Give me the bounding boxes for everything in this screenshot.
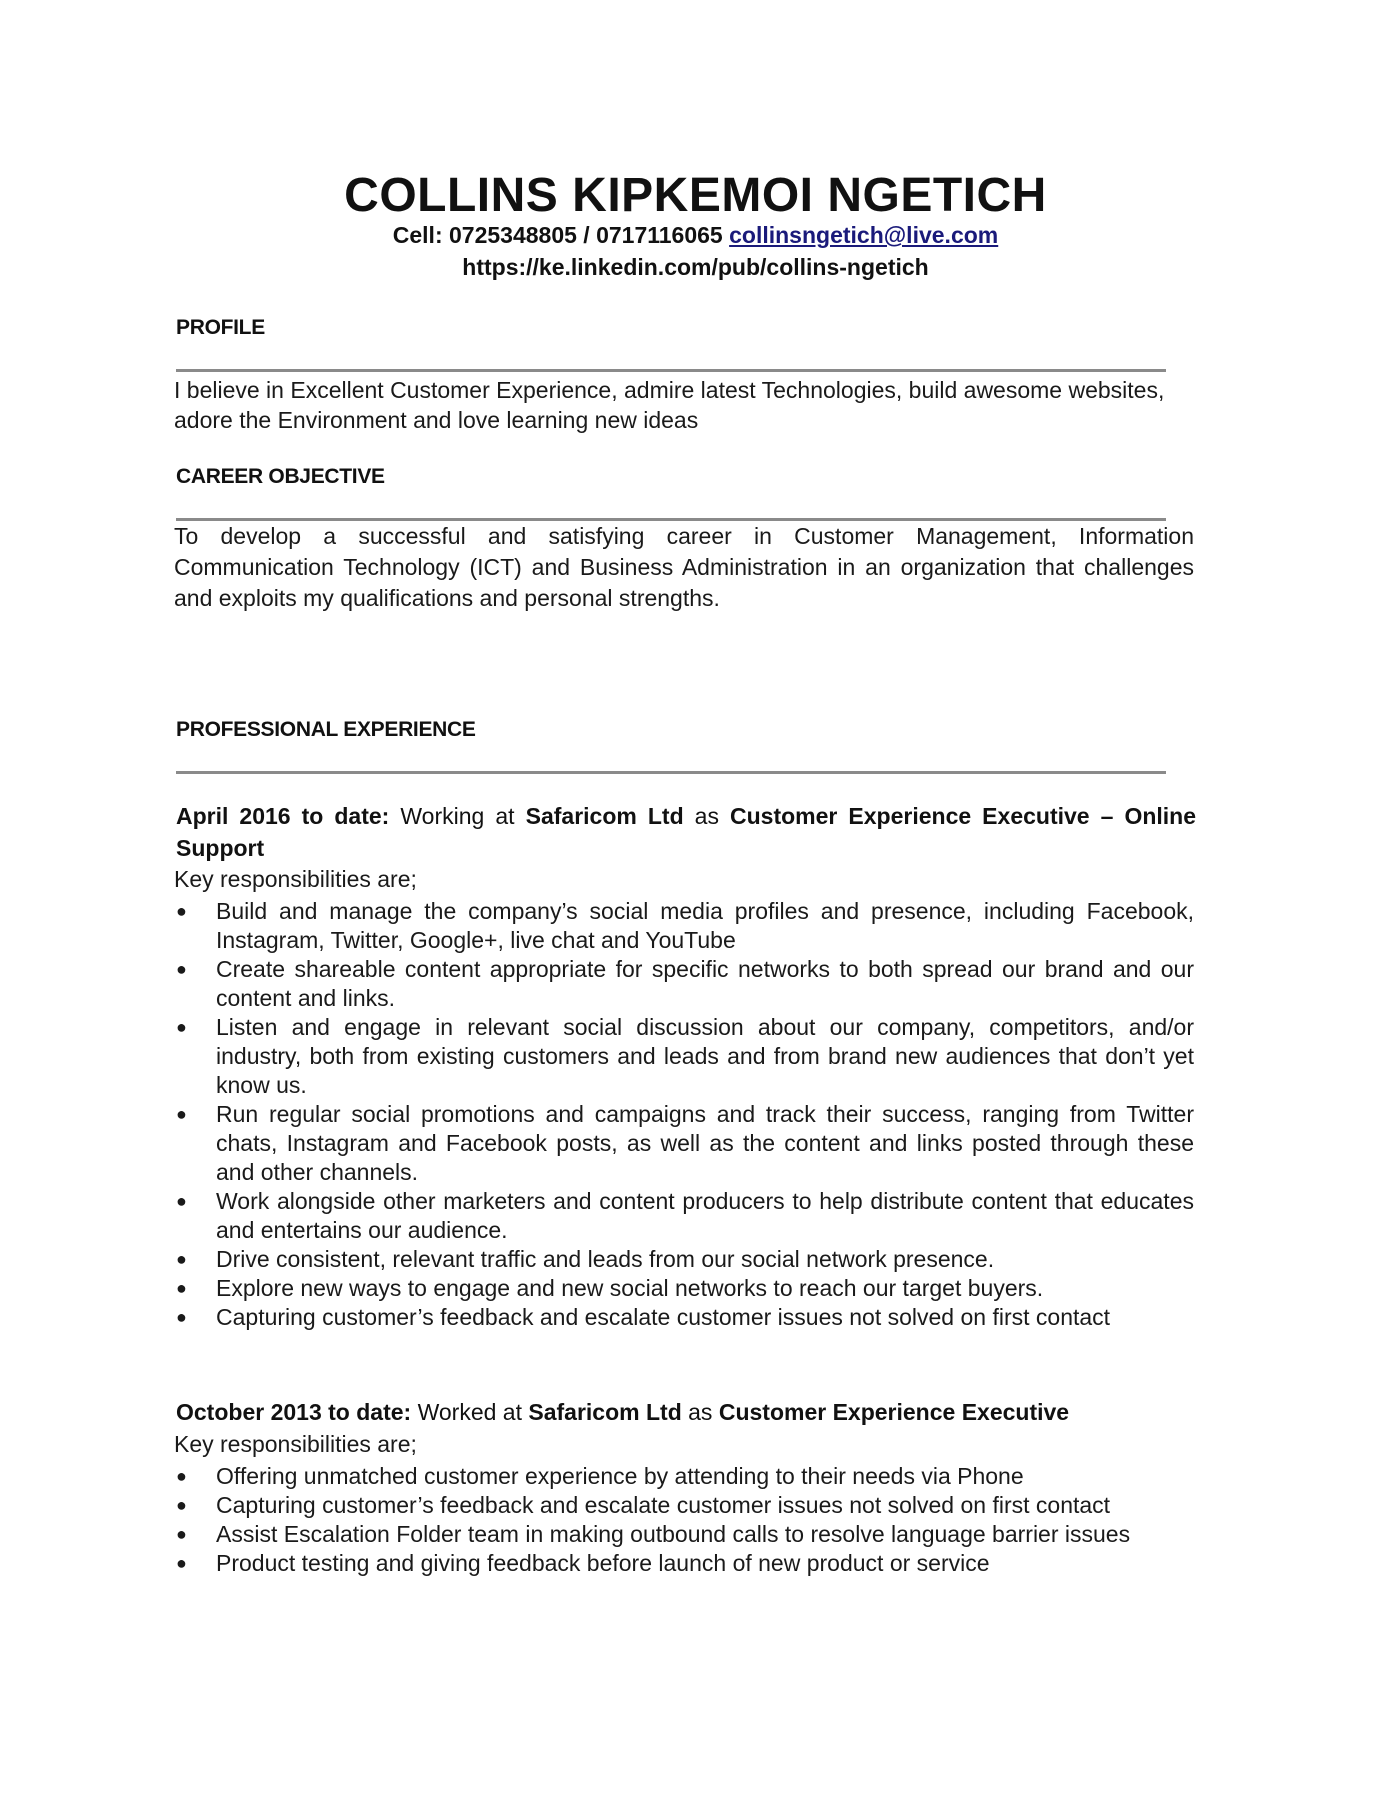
- bullet-icon: ●: [176, 1104, 187, 1124]
- job-bullets-1: [174, 897, 1194, 1332]
- email-link[interactable]: collinsngetich@live.com: [729, 222, 999, 248]
- job-as-2: as: [688, 1399, 713, 1425]
- list-item: ● Offering unmatched customer experience by attending to their needs via Phone: [176, 1463, 1024, 1489]
- job-verb-1: Working at: [400, 803, 515, 829]
- job-role-1: Customer Experience Executive – Online Support: [176, 803, 1197, 861]
- job-bullets-2: [174, 1462, 1194, 1578]
- candidate-name: COLLINS KIPKEMOI NGETICH: [344, 169, 1047, 222]
- job-date-1: April 2016 to date:: [176, 803, 390, 829]
- bullet-icon: ●: [176, 959, 187, 979]
- job-date-2: October 2013 to date:: [176, 1399, 412, 1425]
- bullet-icon: ●: [176, 1191, 187, 1211]
- bullet-icon: ●: [176, 1495, 187, 1515]
- list-item: ● Listen and engage in relevant social discussion about our company, competitors, and/or industry, both from existing customers and leads and from brand new audiences that don’t yet know us.: [176, 1014, 1194, 1098]
- list-item: ● Explore new ways to engage and new social networks to reach our target buyers.: [176, 1275, 1044, 1301]
- list-item: ● Drive consistent, relevant traffic and leads from our social network presence.: [176, 1246, 995, 1272]
- job-company-1: Safaricom Ltd: [525, 803, 684, 829]
- profile-divider: [176, 369, 1166, 372]
- job-title-2: [176, 1396, 1196, 1428]
- bullet-icon: ●: [176, 1307, 187, 1327]
- profile-text: I believe in Excellent Customer Experience, admire latest Technologies, build awesome websites, adore the Environment and love learning new ideas: [174, 377, 1165, 433]
- objective-text: To develop a successful and satisfying career in Customer Management, Information Communication Technology (ICT) and Business Administration in an organization that challenges and exploits my qualifications and personal strengths.: [174, 523, 1194, 611]
- job-company-2: Safaricom Ltd: [528, 1399, 682, 1425]
- profile-heading: PROFILE: [176, 316, 265, 339]
- bullet-icon: ●: [176, 1249, 187, 1269]
- list-item: ● Create shareable content appropriate for specific networks to both spread our brand and our content and links.: [176, 956, 1194, 1011]
- list-item: ● Assist Escalation Folder team in making outbound calls to resolve language barrier issues: [176, 1521, 1131, 1547]
- linkedin-url[interactable]: https://ke.linkedin.com/pub/collins-ngetich: [462, 254, 929, 280]
- bullet-icon: ●: [176, 901, 187, 921]
- bullet-icon: ●: [176, 1278, 187, 1298]
- bullet-icon: ●: [176, 1553, 187, 1573]
- job-role-2: Customer Experience Executive: [718, 1399, 1070, 1425]
- job-verb-2: Worked at: [417, 1399, 522, 1425]
- bullet-icon: ●: [176, 1524, 187, 1544]
- experience-divider: [176, 771, 1166, 774]
- bullet-icon: ●: [176, 1466, 187, 1486]
- list-item: ● Work alongside other marketers and content producers to help distribute content that educates and entertains our audience.: [176, 1188, 1194, 1243]
- list-item: ● Build and manage the company’s social media profiles and presence, including Facebook, Instagram, Twitter, Google+, live chat and YouTube: [176, 898, 1194, 953]
- objective-heading: CAREER OBJECTIVE: [176, 465, 385, 488]
- job-key-label-2: Key responsibilities are;: [174, 1431, 417, 1457]
- job-as-1: as: [694, 803, 719, 829]
- list-item: ● Capturing customer’s feedback and escalate customer issues not solved on first contact: [176, 1492, 1111, 1518]
- experience-heading: PROFESSIONAL EXPERIENCE: [176, 718, 476, 741]
- list-item: ● Capturing customer’s feedback and escalate customer issues not solved on first contact: [176, 1304, 1111, 1330]
- list-item: ● Run regular social promotions and campaigns and track their success, ranging from Twitter chats, Instagram and Facebook posts, as well as the content and links posted through these and other channels.: [176, 1101, 1194, 1185]
- job-title-1: [176, 800, 1196, 864]
- contact-line: [0, 222, 1391, 249]
- list-item: ● Product testing and giving feedback before launch of new product or service: [176, 1550, 990, 1576]
- cell-numbers: Cell: 0725348805 / 0717116065: [392, 222, 723, 248]
- job-key-label-1: Key responsibilities are;: [174, 866, 417, 892]
- bullet-icon: ●: [176, 1017, 187, 1037]
